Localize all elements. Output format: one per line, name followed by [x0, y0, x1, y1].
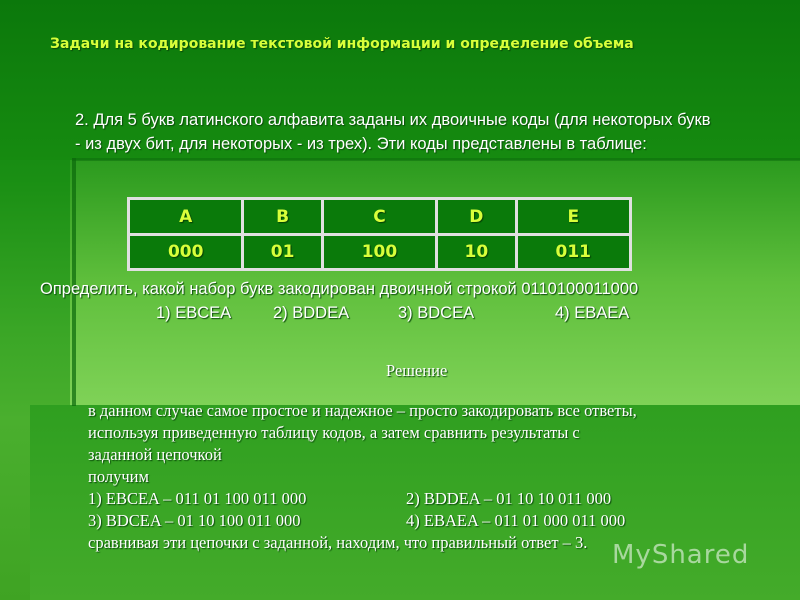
answer-option: 4) EBAEA: [555, 304, 630, 322]
code-table: [127, 197, 632, 271]
encoded-answer: 4) EBAEA – 011 01 000 011 000: [406, 511, 626, 530]
code-cell: 01: [243, 235, 322, 270]
solution-line: заданной цепочкой: [88, 445, 222, 464]
letter-cell: B: [243, 199, 322, 235]
problem-text: 2. Для 5 букв латинского алфавита заданы их двоичные коды (для некоторых букв - из двух бит, для некоторых - из трех). Эти коды представлены в таблице:: [75, 111, 711, 153]
answer-option: 1) EBCEA: [156, 304, 232, 322]
letter-cell: A: [129, 199, 243, 235]
conclusion-line: сравнивая эти цепочки с заданной, находим, что правильный ответ – 3.: [88, 533, 588, 552]
answer-option: 2) BDDEA: [273, 304, 350, 322]
answer-option: 3) BDCEA: [398, 304, 475, 322]
solution-line: используя приведенную таблицу кодов, а затем сравнить результаты с: [88, 423, 580, 442]
code-cell: 000: [129, 235, 243, 270]
solution-line: получим: [88, 467, 149, 486]
code-table-codes-row: [129, 235, 631, 270]
letter-cell: C: [322, 199, 436, 235]
decorative-divider-horizontal: [72, 158, 800, 161]
solution-line: в данном случае самое простое и надежное – просто закодировать все ответы,: [88, 401, 637, 420]
code-cell: 011: [516, 235, 631, 270]
solution-heading: Решение: [386, 361, 448, 380]
encoded-answers-row: [88, 510, 788, 532]
letter-cell: E: [516, 199, 631, 235]
encoded-answers-row: [88, 488, 788, 510]
solution-body: [88, 400, 788, 554]
watermark-logo: MyShared: [612, 540, 750, 570]
code-cell: 10: [437, 235, 516, 270]
encoded-answer: 2) BDDEA – 01 10 10 011 000: [406, 489, 612, 508]
letter-cell: D: [437, 199, 516, 235]
question-text: Определить, какой набор букв закодирован двоичной строкой 0110100011000: [40, 280, 639, 298]
code-cell: 100: [322, 235, 436, 270]
slide-title: Задачи на кодирование текстовой информации и определение объема: [50, 36, 634, 52]
code-table-letters-row: [129, 199, 631, 235]
encoded-answer: 1) EBCEA – 011 01 100 011 000: [88, 489, 307, 508]
encoded-answer: 3) BDCEA – 01 10 100 011 000: [88, 511, 301, 530]
